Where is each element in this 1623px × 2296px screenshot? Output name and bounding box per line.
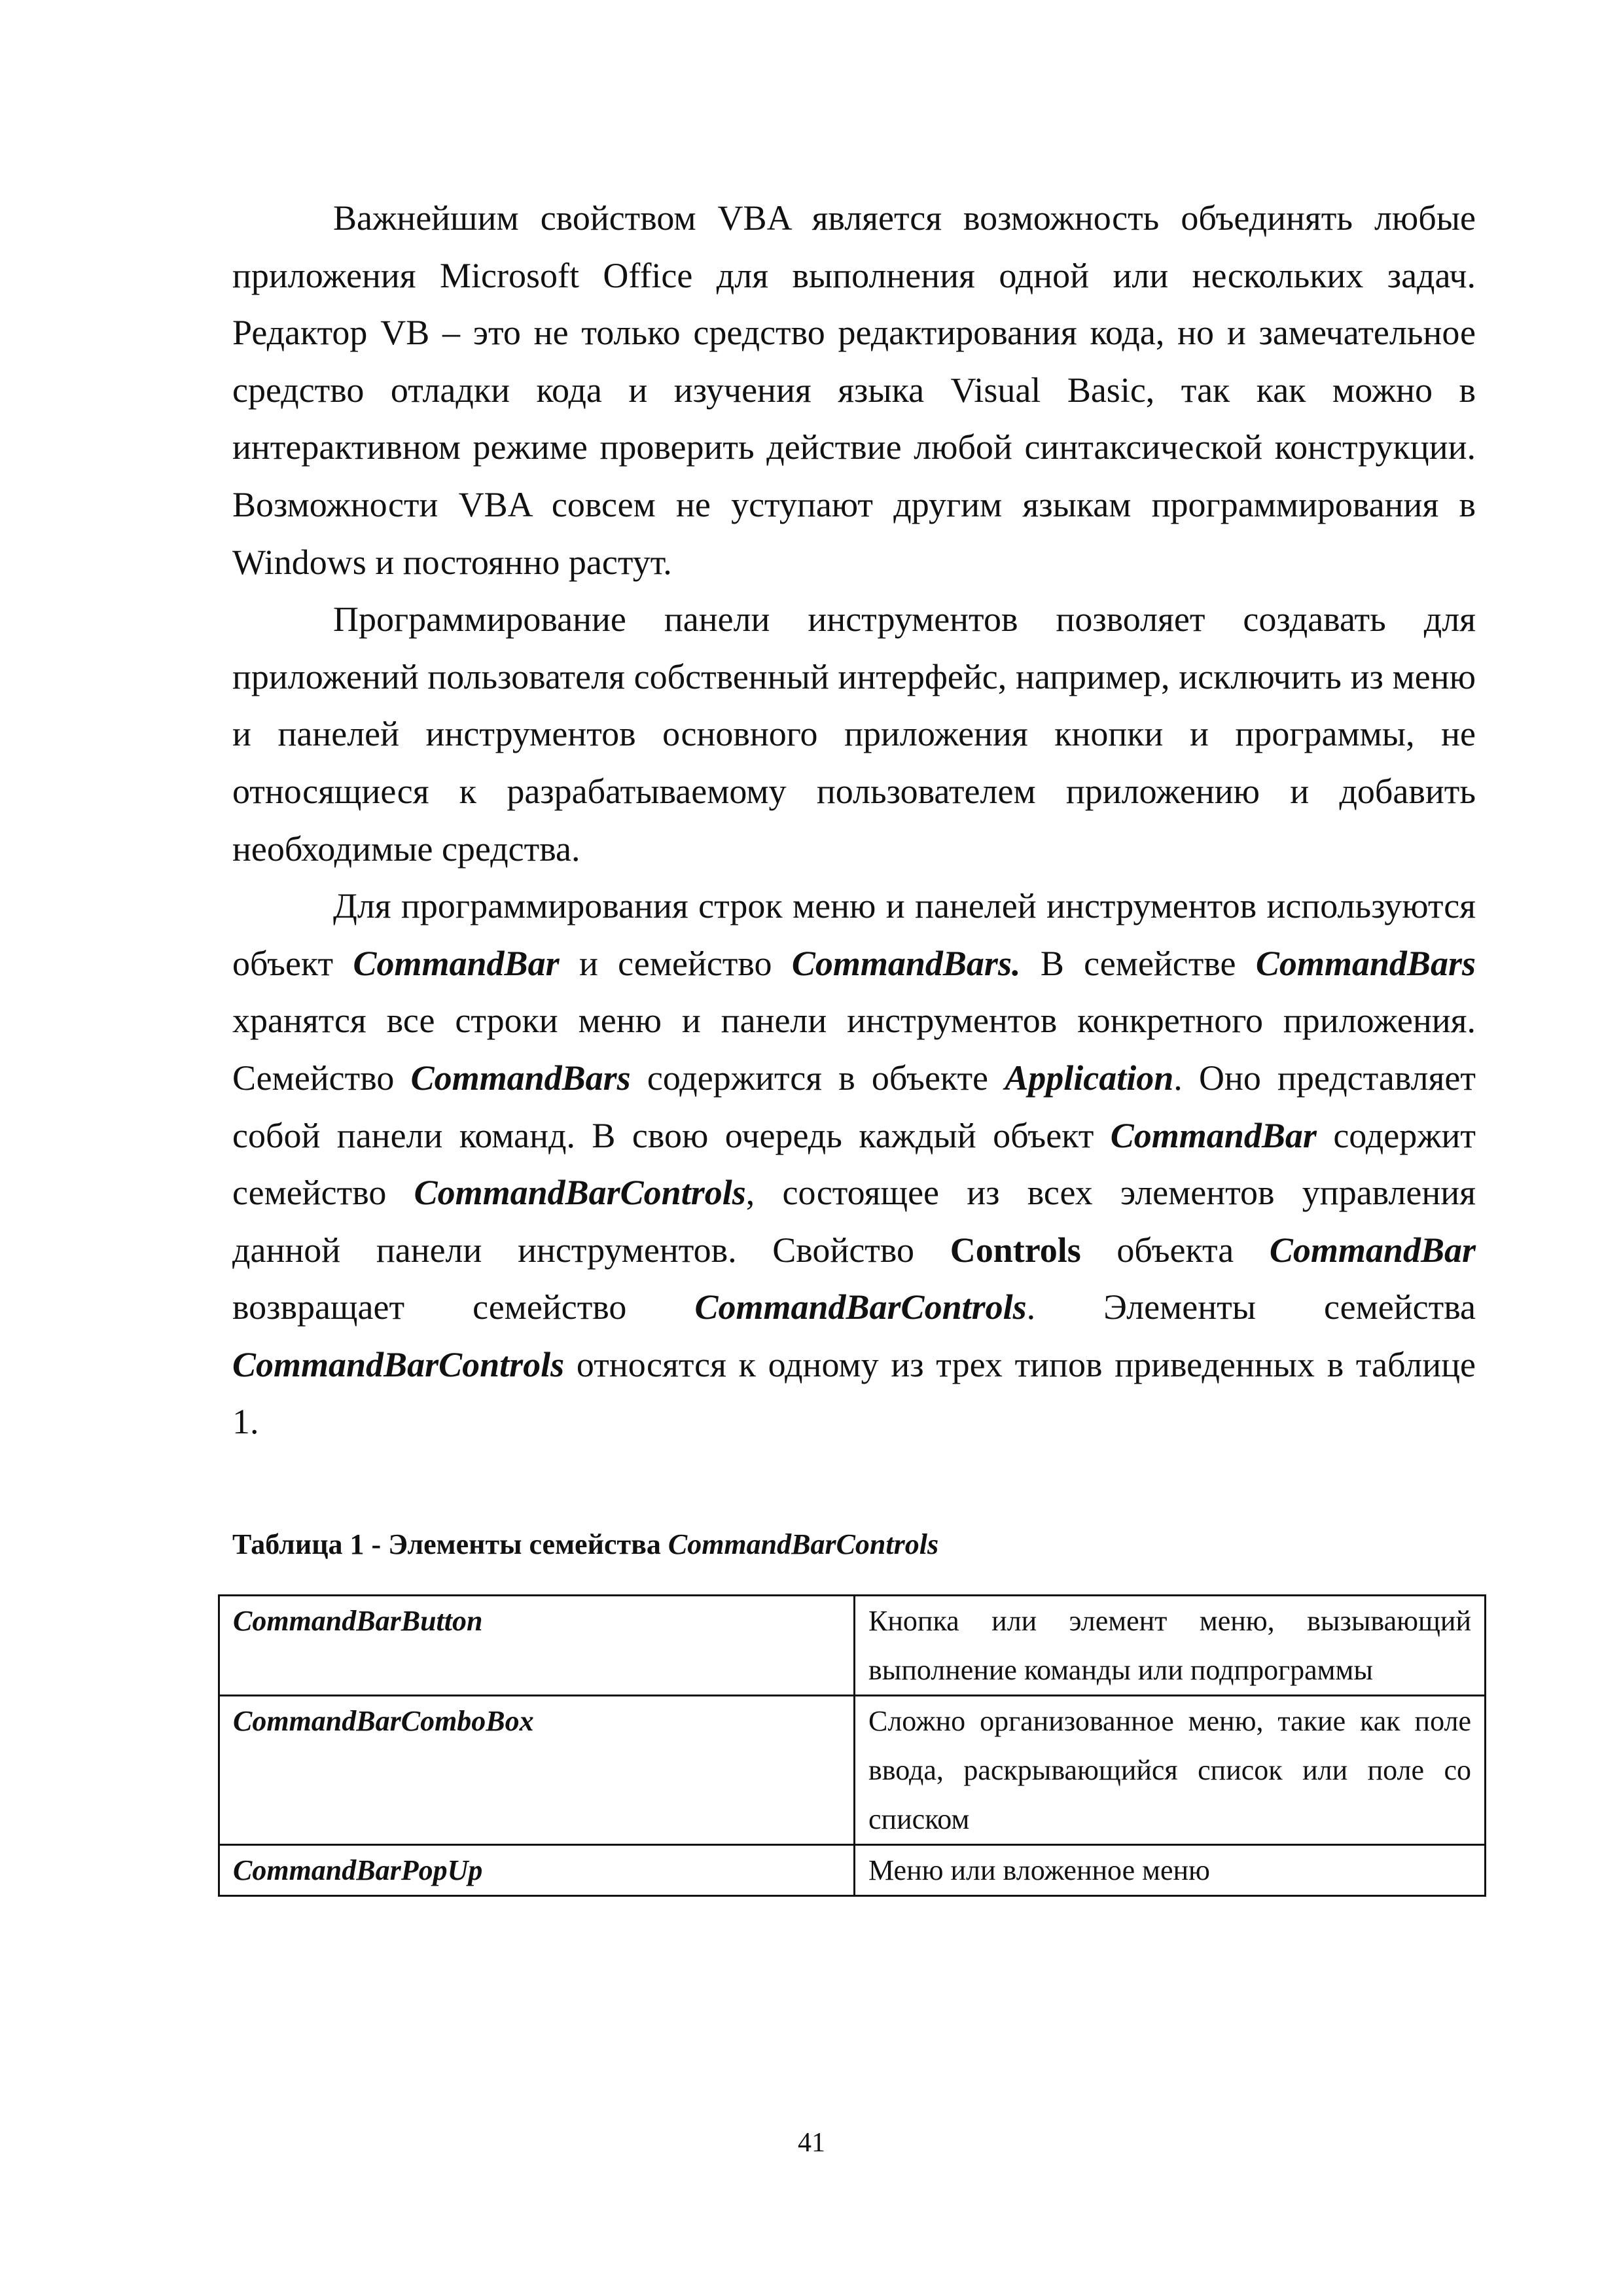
- elements-table: [218, 1594, 1486, 1897]
- p3-text: хранятся все строки меню и панели инструментов конкретного приложения. Семейство: [232, 1001, 1476, 1098]
- caption-term: CommandBarControls: [668, 1528, 939, 1560]
- p3-text: содержит семейство: [232, 1115, 1476, 1213]
- term-commandbar: CommandBar: [353, 943, 560, 983]
- table-caption: [232, 1525, 938, 1564]
- table-row: [219, 1845, 1486, 1896]
- p3-text: возвращает семейство: [232, 1287, 695, 1327]
- element-name: CommandBarButton: [219, 1596, 855, 1696]
- p3-text: В семействе: [1020, 943, 1256, 983]
- p3-text: . Оно представляет собой панели команд. В свою очередь каждый объект: [232, 1058, 1476, 1155]
- term-application: Application: [1005, 1058, 1174, 1098]
- term-commandbars: CommandBars: [1255, 943, 1476, 983]
- p3-text: . Элементы семейства: [1026, 1287, 1476, 1327]
- p3-text: , состоящее из всех элементов управления данной панели инструментов. Свойство: [232, 1173, 1476, 1270]
- term-commandbarcontrols: CommandBarControls: [232, 1344, 565, 1384]
- caption-prefix: Таблица 1 - Элементы семейства: [232, 1528, 668, 1560]
- element-name: CommandBarComboBox: [219, 1696, 855, 1845]
- table-row: [219, 1596, 1486, 1696]
- body-text: [232, 190, 1476, 1451]
- element-description: Кнопка или элемент меню, вызывающий выполнение команды или подпрограммы: [855, 1596, 1486, 1696]
- term-commandbarcontrols: CommandBarControls: [694, 1287, 1027, 1327]
- p3-text: объекта: [1080, 1230, 1270, 1270]
- element-description: Сложно организованное меню, такие как поле ввода, раскрывающийся список или поле со списком: [855, 1696, 1486, 1845]
- p3-text: Для программирования строк меню и панелей инструментов используются объект: [232, 886, 1476, 983]
- page-number: 41: [798, 2128, 825, 2158]
- p3-text: относятся к одному из трех типов приведенных в таблице 1.: [232, 1344, 1476, 1442]
- term-commandbars: CommandBars.: [791, 943, 1021, 983]
- table-row: [219, 1696, 1486, 1845]
- term-commandbars: CommandBars: [410, 1058, 631, 1098]
- p3-text: и семейство: [559, 943, 792, 983]
- element-description: Меню или вложенное меню: [855, 1845, 1486, 1896]
- p3-text: содержится в объекте: [630, 1058, 1005, 1098]
- term-commandbarcontrols: CommandBarControls: [414, 1173, 746, 1213]
- term-commandbar: CommandBar: [1110, 1115, 1317, 1155]
- term-controls: Controls: [950, 1230, 1081, 1270]
- paragraph-1: Важнейшим свойством VBA является возможность объединять любые приложения Microsoft Office для выполнения одной или нескольких задач. Редактор VB – это не только средство редактирования кода, но и замечательное средство отладки кода и изучения языка Visual Basic, так как можно в интерактивном режиме проверить действие любой синтаксической конструкции. Возможности VBA совсем не уступают другим языкам программирования в Windows и постоянно растут.: [232, 198, 1476, 582]
- paragraph-3: [232, 878, 1476, 1451]
- element-name: CommandBarPopUp: [219, 1845, 855, 1896]
- term-commandbar: CommandBar: [1269, 1230, 1476, 1270]
- paragraph-2: Программирование панели инструментов позволяет создавать для приложений пользователя собственный интерфейс, например, исключить из меню и панелей инструментов основного приложения кнопки и программы, не относящиеся к разрабатываемому пользователем приложению и добавить необходимые средства.: [232, 600, 1476, 869]
